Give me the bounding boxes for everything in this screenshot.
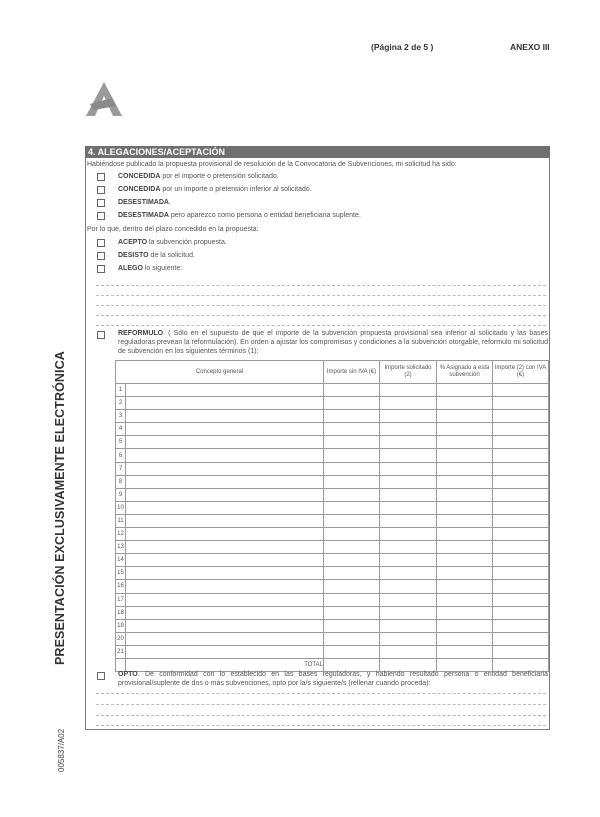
row-number: 13 — [116, 541, 126, 554]
importe-solicitado-cell[interactable] — [380, 645, 437, 658]
importe-con-iva-cell[interactable] — [493, 567, 549, 580]
porcentaje-cell[interactable] — [437, 645, 493, 658]
concepto-cell[interactable] — [126, 423, 324, 436]
concepto-cell[interactable] — [126, 436, 324, 449]
importe-con-iva-cell[interactable] — [493, 580, 549, 593]
opto-line[interactable] — [96, 725, 546, 726]
importe-sin-iva-cell[interactable] — [324, 554, 380, 567]
table-row — [116, 436, 549, 449]
row-number: 5 — [116, 436, 126, 449]
table-row — [116, 645, 549, 658]
opto-line[interactable] — [96, 715, 546, 716]
porcentaje-cell[interactable] — [437, 619, 493, 632]
total-label: TOTAL — [126, 658, 324, 671]
concepto-cell[interactable] — [126, 397, 324, 410]
concepto-cell[interactable] — [126, 501, 324, 514]
table-row — [116, 619, 549, 632]
importe-solicitado-cell[interactable] — [380, 462, 437, 475]
table-row — [116, 475, 549, 488]
row-number: 15 — [116, 567, 126, 580]
importe-solicitado-cell[interactable] — [380, 567, 437, 580]
importe-solicitado-cell[interactable] — [380, 501, 437, 514]
importe-con-iva-cell[interactable] — [493, 488, 549, 501]
checkbox-desestimada[interactable] — [97, 199, 105, 207]
porcentaje-cell[interactable] — [437, 462, 493, 475]
row-number: 17 — [116, 593, 126, 606]
importe-sin-iva-cell[interactable] — [324, 528, 380, 541]
side-vertical-text: PRESENTACIÓN EXCLUSIVAMENTE ELECTRÓNICA — [53, 351, 67, 665]
concepto-cell[interactable] — [126, 619, 324, 632]
porcentaje-cell[interactable] — [437, 488, 493, 501]
row-number: 6 — [116, 449, 126, 462]
porcentaje-cell[interactable] — [437, 436, 493, 449]
importe-con-iva-cell[interactable] — [493, 645, 549, 658]
row-number: 4 — [116, 423, 126, 436]
concepto-cell[interactable] — [126, 475, 324, 488]
row-number: 10 — [116, 501, 126, 514]
row-number: 7 — [116, 462, 126, 475]
porcentaje-cell[interactable] — [437, 449, 493, 462]
importe-sin-iva-cell[interactable] — [324, 632, 380, 645]
porcentaje-cell[interactable] — [437, 528, 493, 541]
concepto-cell[interactable] — [126, 606, 324, 619]
importe-sin-iva-cell[interactable] — [324, 501, 380, 514]
importe-con-iva-cell[interactable] — [493, 410, 549, 423]
row-number: 11 — [116, 514, 126, 527]
checkbox-opto[interactable] — [97, 672, 105, 680]
checkbox-desisto[interactable] — [97, 252, 105, 260]
option-concedida-inferior: CONCEDIDA por un importe o pretensión inferior al solicitado. — [118, 186, 312, 193]
table-row — [116, 580, 549, 593]
importe-con-iva-cell[interactable] — [493, 397, 549, 410]
table-row — [116, 462, 549, 475]
table-row — [116, 593, 549, 606]
alego-line[interactable] — [96, 295, 546, 296]
porcentaje-cell[interactable] — [437, 593, 493, 606]
concepto-cell[interactable] — [126, 593, 324, 606]
importe-solicitado-cell[interactable] — [380, 619, 437, 632]
concepto-cell[interactable] — [126, 462, 324, 475]
row-number: 16 — [116, 580, 126, 593]
row-number: 2 — [116, 397, 126, 410]
annex-label: ANEXO III — [510, 42, 550, 52]
table-row — [116, 514, 549, 527]
porcentaje-cell[interactable] — [437, 410, 493, 423]
opto-line[interactable] — [96, 704, 546, 705]
porcentaje-cell[interactable] — [437, 397, 493, 410]
concepto-cell[interactable] — [126, 514, 324, 527]
row-number: 1 — [116, 384, 126, 397]
importe-con-iva-cell[interactable] — [493, 619, 549, 632]
form-code: 005837/A02 — [57, 728, 66, 772]
importe-con-iva-cell[interactable] — [493, 436, 549, 449]
table-header-row — [116, 361, 549, 384]
porcentaje-cell[interactable] — [437, 632, 493, 645]
alego-line[interactable] — [96, 325, 546, 326]
table-row — [116, 410, 549, 423]
importe-sin-iva-cell[interactable] — [324, 593, 380, 606]
importe-solicitado-cell[interactable] — [380, 632, 437, 645]
table-row — [116, 397, 549, 410]
importe-solicitado-cell[interactable] — [380, 410, 437, 423]
row-number: 14 — [116, 554, 126, 567]
importe-con-iva-cell[interactable] — [493, 501, 549, 514]
option-alego: ALEGO lo siguiente: — [118, 265, 183, 272]
porcentaje-cell[interactable] — [437, 501, 493, 514]
importe-con-iva-cell[interactable] — [493, 462, 549, 475]
importe-sin-iva-cell[interactable] — [324, 606, 380, 619]
row-number: 3 — [116, 410, 126, 423]
importe-con-iva-cell[interactable] — [493, 514, 549, 527]
importe-sin-iva-cell[interactable] — [324, 619, 380, 632]
porcentaje-cell[interactable] — [437, 384, 493, 397]
col-importe-con-iva: Importe (2) con IVA (€) — [493, 361, 549, 384]
col-porcentaje-asignado: % Asignado a esta subvención — [437, 361, 493, 384]
option-acepto: ACEPTO la subvención propuesta. — [118, 239, 227, 246]
alego-line[interactable] — [96, 315, 546, 316]
section-title: 4. ALEGACIONES/ACEPTACIÓN — [85, 146, 550, 158]
importe-con-iva-cell[interactable] — [493, 593, 549, 606]
opto-line[interactable] — [96, 693, 546, 694]
importe-solicitado-cell[interactable] — [380, 488, 437, 501]
importe-solicitado-cell[interactable] — [380, 554, 437, 567]
reformulo-text: REFORMULO. ( Sólo en el supuesto de que el importe de la subvención propuesta provisional sea inferior al solicitado y las bases reguladoras prevean la reformulación). En orden a ajustar los compromisos y condiciones a la subvención otorgable, reformulo mi solicitud de subvención en los siguientes términos (1): — [118, 330, 548, 355]
importe-sin-iva-cell[interactable] — [324, 514, 380, 527]
table-row — [116, 567, 549, 580]
importe-sin-iva-cell[interactable] — [324, 410, 380, 423]
row-number: 8 — [116, 475, 126, 488]
alego-line[interactable] — [96, 305, 546, 306]
col-concepto: Concepto general — [116, 361, 324, 384]
importe-sin-iva-cell[interactable] — [324, 567, 380, 580]
importe-con-iva-cell[interactable] — [493, 384, 549, 397]
checkbox-reformulo[interactable] — [97, 331, 105, 339]
concepto-cell[interactable] — [126, 410, 324, 423]
porcentaje-cell[interactable] — [437, 541, 493, 554]
importe-solicitado-cell[interactable] — [380, 606, 437, 619]
importe-sin-iva-cell[interactable] — [324, 462, 380, 475]
importe-solicitado-cell[interactable] — [380, 449, 437, 462]
importe-sin-iva-cell[interactable] — [324, 475, 380, 488]
importe-con-iva-cell[interactable] — [493, 554, 549, 567]
opto-text: OPTO. De conformidad con lo establecido en las bases reguladoras, y habiendo resultado persona o entidad beneficiaria provisional/suplente de dos o más subvenciones, opto por la/s siguiente/s (rellenar cuando proceda): — [118, 671, 548, 687]
importe-solicitado-cell[interactable] — [380, 580, 437, 593]
col-importe-solicitado: Importe solicitado (2) — [380, 361, 437, 384]
checkbox-desestimada-suplente[interactable] — [97, 212, 105, 220]
page-number: (Página 2 de 5 ) — [371, 42, 434, 52]
importe-sin-iva-cell[interactable] — [324, 449, 380, 462]
option-desestimada: DESESTIMADA. — [118, 199, 171, 206]
porcentaje-cell[interactable] — [437, 606, 493, 619]
intro-text: Habiéndose publicado la propuesta provisional de resolución de la Convocatoria de Subvenciones, mi solicitud ha sido: — [87, 161, 457, 168]
importe-sin-iva-cell[interactable] — [324, 384, 380, 397]
importe-con-iva-cell[interactable] — [493, 449, 549, 462]
checkbox-concedida-total[interactable] — [97, 173, 105, 181]
col-importe-sin-iva: Importe sin IVA (€) — [324, 361, 380, 384]
concepto-cell[interactable] — [126, 449, 324, 462]
table-row — [116, 449, 549, 462]
importe-solicitado-cell[interactable] — [380, 384, 437, 397]
table-row — [116, 606, 549, 619]
porcentaje-cell[interactable] — [437, 554, 493, 567]
concepto-cell[interactable] — [126, 528, 324, 541]
importe-solicitado-cell[interactable] — [380, 541, 437, 554]
importe-sin-iva-cell[interactable] — [324, 580, 380, 593]
option-desestimada-suplente: DESESTIMADA pero aparezco como persona o entidad beneficiaria suplente. — [118, 212, 361, 219]
importe-solicitado-cell[interactable] — [380, 528, 437, 541]
importe-con-iva-cell[interactable] — [493, 541, 549, 554]
row-number: 12 — [116, 528, 126, 541]
table-row — [116, 384, 549, 397]
importe-con-iva-cell[interactable] — [493, 475, 549, 488]
porcentaje-cell[interactable] — [437, 475, 493, 488]
importe-con-iva-cell[interactable] — [493, 632, 549, 645]
concepto-cell[interactable] — [126, 541, 324, 554]
importe-sin-iva-cell[interactable] — [324, 541, 380, 554]
logo-icon — [86, 82, 122, 121]
table-row — [116, 501, 549, 514]
importe-sin-iva-cell[interactable] — [324, 423, 380, 436]
option-desisto: DESISTO de la solicitud. — [118, 252, 195, 259]
row-number: 9 — [116, 488, 126, 501]
importe-sin-iva-cell[interactable] — [324, 645, 380, 658]
option-concedida-total: CONCEDIDA por el importe o pretensión solicitado. — [118, 173, 279, 180]
importe-sin-iva-cell[interactable] — [324, 488, 380, 501]
importe-sin-iva-cell[interactable] — [324, 436, 380, 449]
intro2-text: Por lo que, dentro del plazo concedido en la propuesta: — [87, 226, 259, 233]
concepto-cell[interactable] — [126, 567, 324, 580]
row-number: 20 — [116, 632, 126, 645]
table-row — [116, 528, 549, 541]
importe-solicitado-cell[interactable] — [380, 397, 437, 410]
importe-con-iva-cell[interactable] — [493, 423, 549, 436]
importe-sin-iva-cell[interactable] — [324, 397, 380, 410]
concepto-cell[interactable] — [126, 488, 324, 501]
table-row — [116, 632, 549, 645]
importe-solicitado-cell[interactable] — [380, 436, 437, 449]
importe-solicitado-cell[interactable] — [380, 514, 437, 527]
concepto-cell[interactable] — [126, 580, 324, 593]
porcentaje-cell[interactable] — [437, 423, 493, 436]
importe-con-iva-cell[interactable] — [493, 606, 549, 619]
importe-solicitado-cell[interactable] — [380, 423, 437, 436]
row-number: 21 — [116, 645, 126, 658]
reformulation-table — [115, 360, 549, 672]
checkbox-acepto[interactable] — [97, 239, 105, 247]
porcentaje-cell[interactable] — [437, 514, 493, 527]
table-row — [116, 554, 549, 567]
concepto-cell[interactable] — [126, 645, 324, 658]
table-row — [116, 541, 549, 554]
table-row — [116, 488, 549, 501]
checkbox-alego[interactable] — [97, 265, 105, 273]
importe-solicitado-cell[interactable] — [380, 593, 437, 606]
concepto-cell[interactable] — [126, 632, 324, 645]
row-number: 19 — [116, 619, 126, 632]
concepto-cell[interactable] — [126, 384, 324, 397]
porcentaje-cell[interactable] — [437, 567, 493, 580]
checkbox-concedida-inferior[interactable] — [97, 186, 105, 194]
porcentaje-cell[interactable] — [437, 580, 493, 593]
row-number: 18 — [116, 606, 126, 619]
importe-con-iva-cell[interactable] — [493, 528, 549, 541]
alego-line[interactable] — [96, 285, 546, 286]
table-row — [116, 423, 549, 436]
importe-solicitado-cell[interactable] — [380, 475, 437, 488]
concepto-cell[interactable] — [126, 554, 324, 567]
